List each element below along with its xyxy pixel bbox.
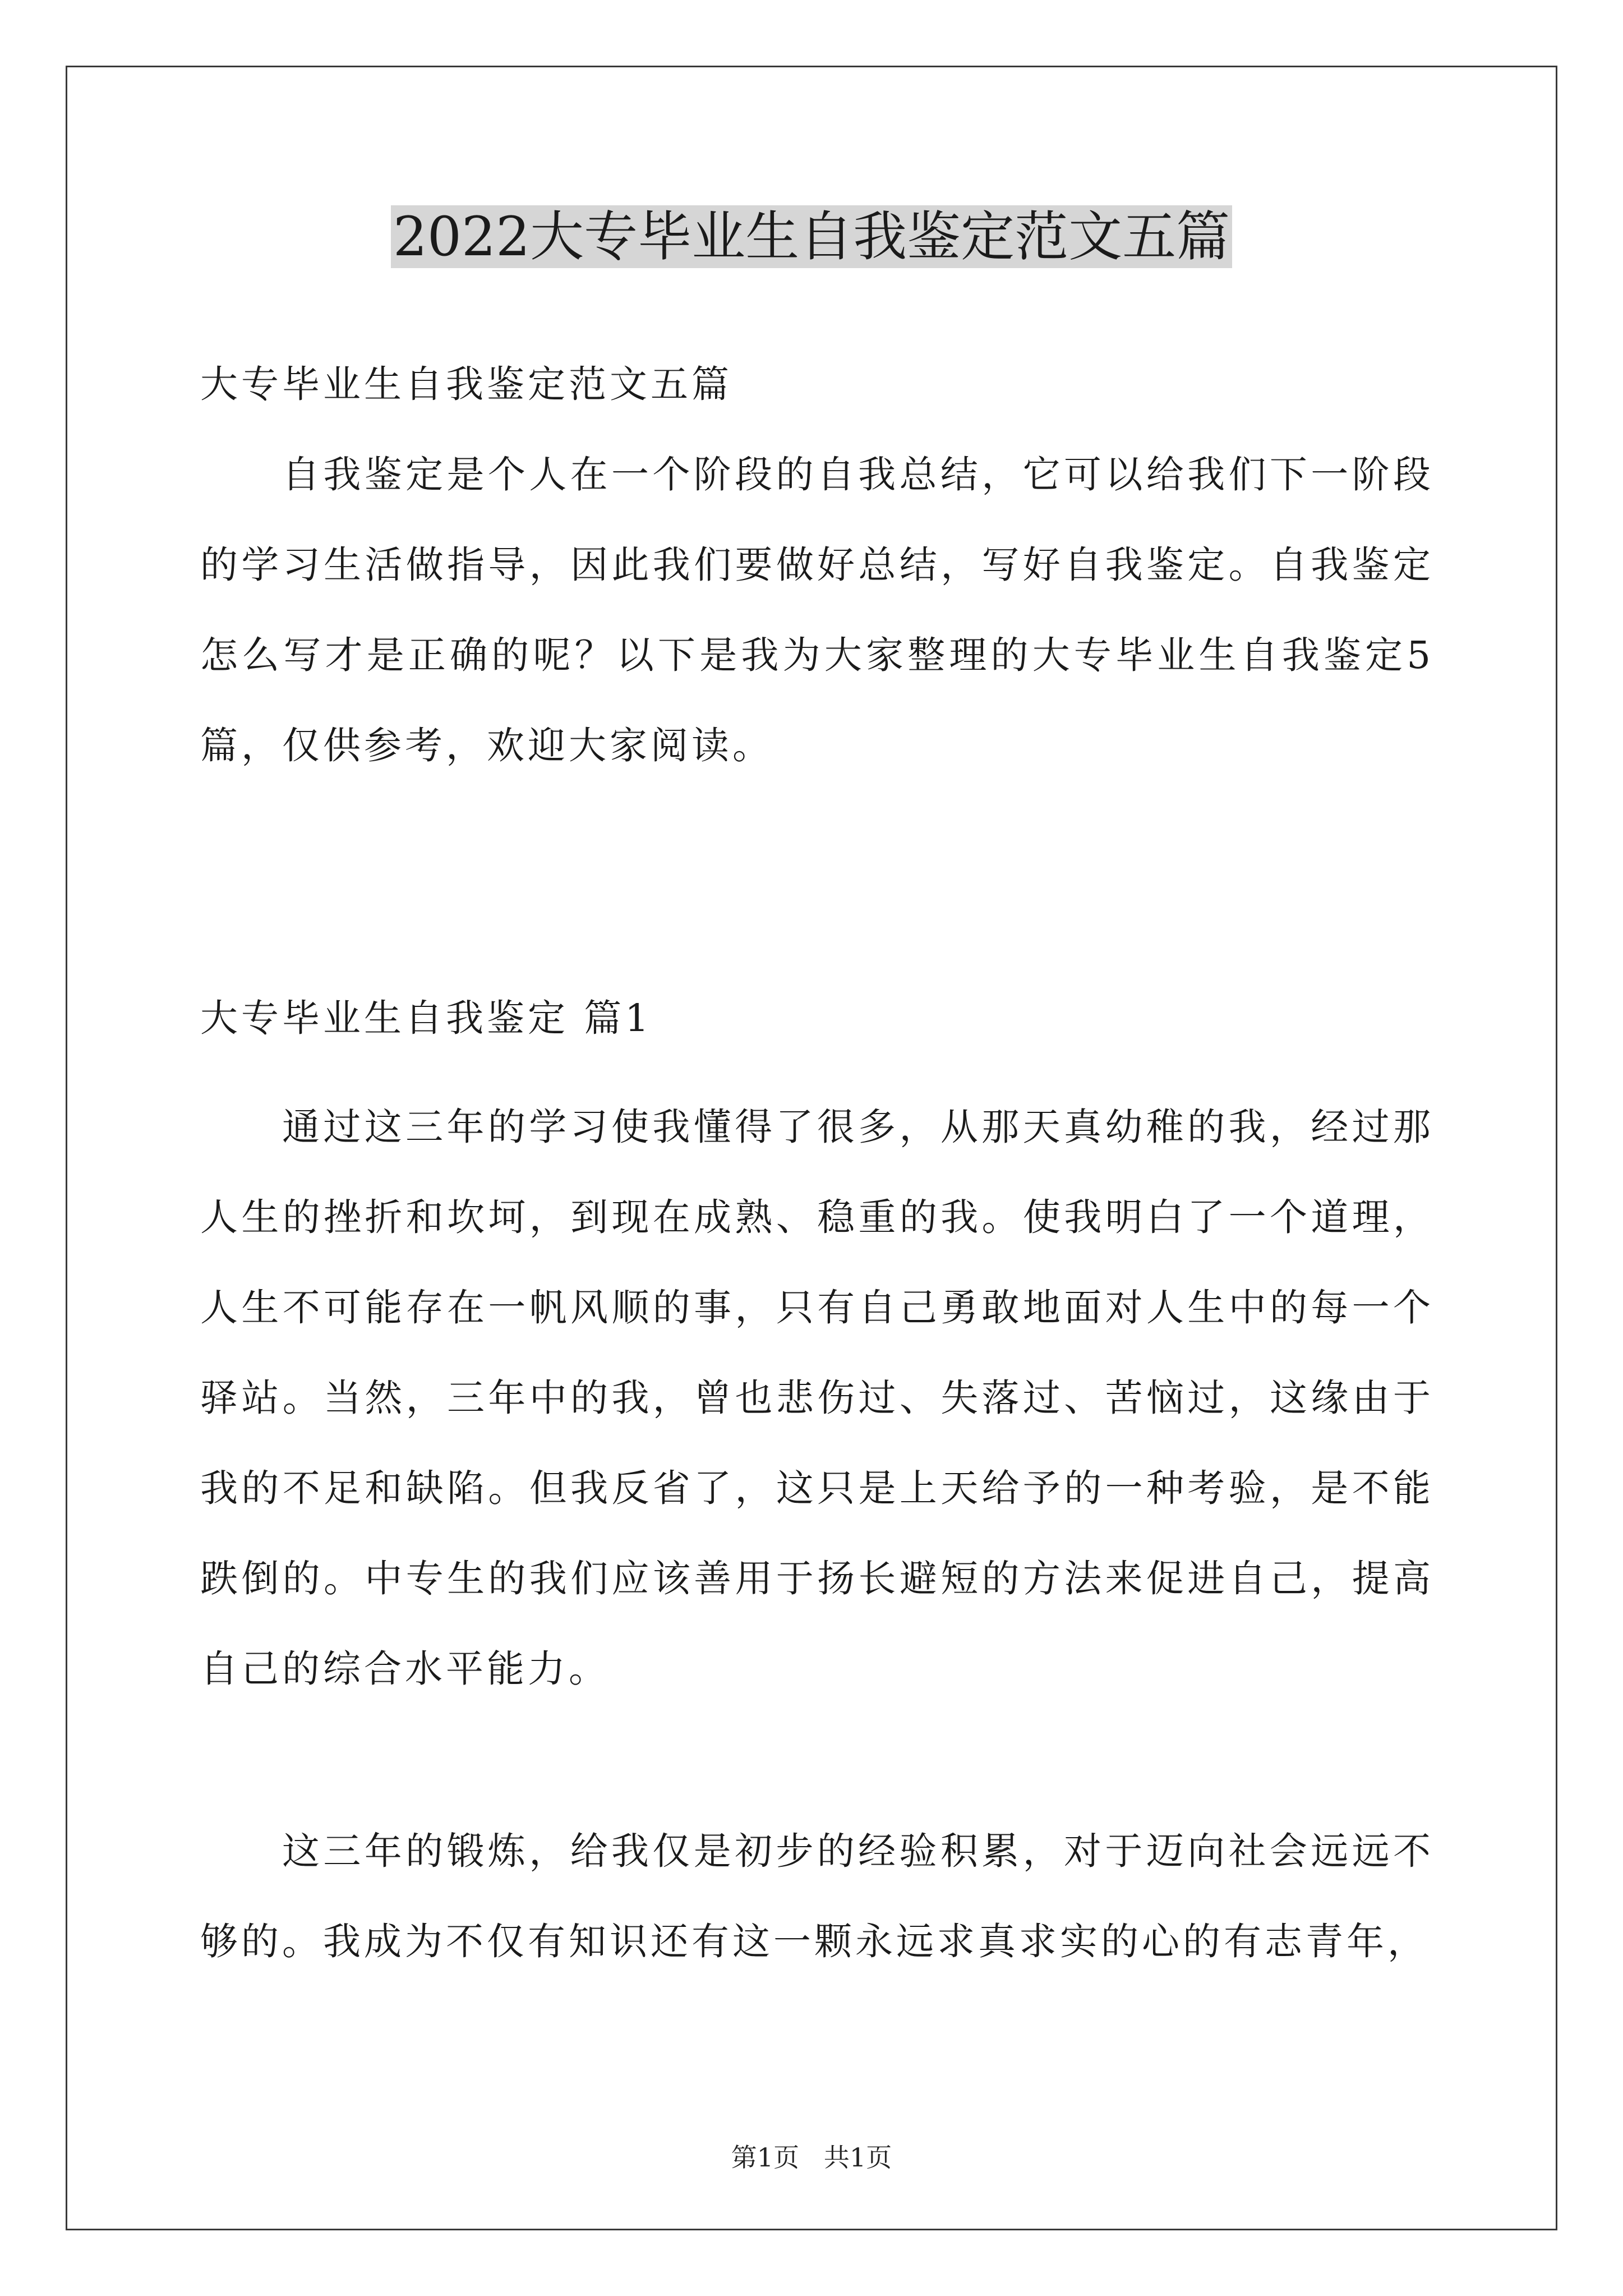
section-paragraph: 这三年的锻炼，给我仅是初步的经验积累，对于迈向社会远远不够的。我成为不仅有知识还有这一颗永远求真求实的心的有志青年， — [200, 1829, 1434, 1963]
page-footer: 第1页 共1页 — [731, 2142, 892, 2173]
section-paragraph: 通过这三年的学习使我懂得了很多，从那天真幼稚的我，经过那人生的挫折和坎坷，到现在成熟、稳重的我。使我明白了一个道理，人生不可能存在一帆风顺的事，只有自己勇敢地面对人生中的每一个驿站。当然，三年中的我，曾也悲伤过、失落过、苦恼过，这缘由于我的不足和缺陷。但我反省了，这只是上天给予的一种考验，是不能跌倒的。中专生的我们应该善用于扬长避短的方法来促进自己，提高自己的综合水平能力。 — [200, 1105, 1434, 1691]
document-subtitle: 大专毕业生自我鉴定范文五篇 — [200, 362, 732, 406]
document-title — [0, 199, 1623, 275]
section-heading: 大专毕业生自我鉴定 篇1 — [200, 996, 652, 1040]
document-title-text: 2022大专毕业生自我鉴定范文五篇 — [391, 205, 1232, 268]
intro-paragraph: 自我鉴定是个人在一个阶段的自我总结，它可以给我们下一阶段的学习生活做指导，因此我们要做好总结，写好自我鉴定。自我鉴定怎么写才是正确的呢？以下是我为大家整理的大专毕业生自我鉴定5篇，仅供参考，欢迎大家阅读。 — [200, 453, 1434, 767]
